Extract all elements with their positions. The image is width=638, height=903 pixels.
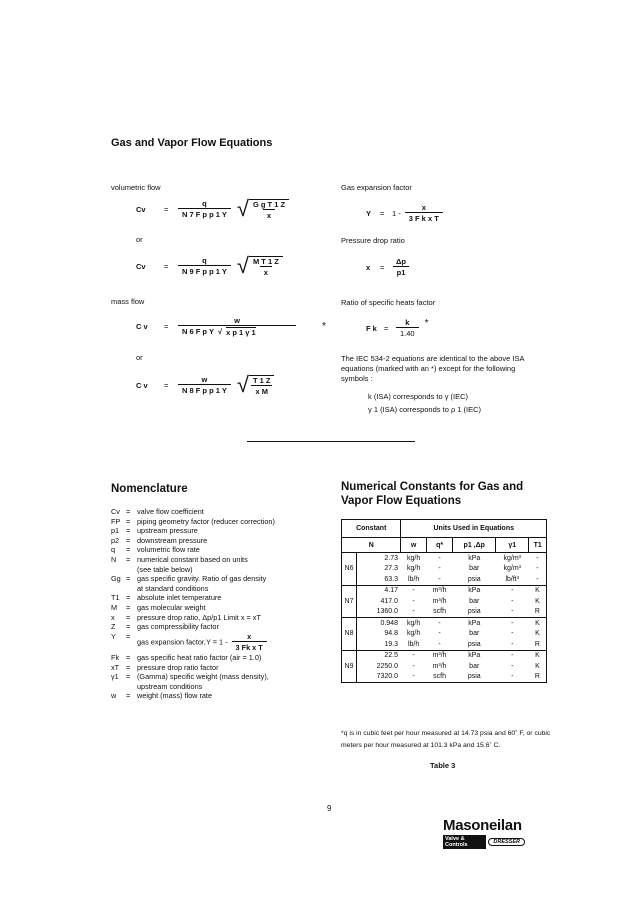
table-cell: - [529, 564, 547, 575]
nomenclature-description-text: volumetric flow rate [137, 545, 200, 555]
nomenclature-symbol: q [111, 545, 116, 555]
column-header: q* [426, 538, 453, 553]
table-cell: - [496, 672, 529, 683]
isa-star-2: * [424, 318, 429, 329]
nomenclature-equals: = [126, 612, 131, 622]
nomenclature-description [137, 613, 331, 623]
eq-cv-mass-n6: C v = w N 6 F p Y √ x p 1 γ 1 * [136, 316, 326, 337]
iec-line-1: k (ISA) corresponds to γ (IEC) [368, 392, 469, 401]
nomenclature-equals: = [126, 672, 131, 682]
eq4-lhs: C v [136, 380, 148, 390]
table-cell: - [511, 597, 514, 605]
nomenclature-description [137, 565, 331, 575]
nomenclature-description [137, 584, 331, 594]
dresser-logo: DRESSER [488, 838, 525, 846]
table-cell: K [529, 650, 547, 661]
nomenclature-symbol: xT [111, 662, 120, 672]
table-cell: 19.3 [357, 639, 401, 650]
nomenclature-symbol: Z [111, 622, 116, 632]
nomenclature-description [137, 593, 331, 603]
eq3-num: w [234, 316, 240, 325]
nomenclature-symbol: N [111, 554, 117, 564]
table-cell: 22.5 [357, 650, 401, 661]
nomenclature-symbol: p2 [111, 535, 120, 545]
column-header: γ1 [496, 538, 529, 553]
nomenclature-description [137, 555, 331, 565]
table-cell: bar [469, 565, 480, 573]
nomenclature-title: Nomenclature [111, 483, 188, 495]
iec-line-2: γ 1 (ISA) corresponds to ρ 1 (IEC) [368, 405, 482, 414]
table-cell: - [496, 607, 529, 618]
table-cell: kg/h [406, 565, 421, 573]
nomenclature-equals [126, 584, 137, 594]
eq-cv-volumetric-n7: Cv = $\frac{q}{\text{N 7 F p p 1 Y}}$ √ $\frac{\text{G g T 1 Z}}{x}$ [136, 198, 289, 220]
x-num: Δp [396, 257, 406, 266]
nomenclature-equals: = [126, 622, 131, 632]
table-cell: bar [469, 597, 480, 605]
table-row [342, 650, 547, 661]
table-cell: 1360.0 [357, 607, 401, 618]
numerical-constants-table [341, 519, 547, 683]
table-cell: - [401, 650, 426, 661]
nomenclature-symbol [111, 584, 126, 594]
table-cell: 2250.0 [357, 661, 401, 672]
nomenclature-symbol: p1 [111, 526, 120, 536]
nomenclature-equals: = [126, 691, 131, 701]
table-cell: kg/h [401, 553, 426, 564]
nomenclature-symbol: Cv [111, 507, 120, 516]
column-header: T1 [529, 538, 547, 553]
table-cell: - [412, 662, 415, 670]
table-cell: psia [453, 574, 496, 585]
table-row [342, 596, 547, 607]
constants-title-line-2: Vapor Flow Equations [341, 495, 462, 507]
table-cell: R [529, 672, 547, 683]
nomenclature-description [137, 517, 331, 527]
fk-num: k [405, 318, 410, 327]
table-cell: kg/h [401, 618, 426, 629]
nomenclature-equals: = [126, 526, 131, 536]
table-cell: K [529, 596, 547, 607]
table-row [342, 564, 547, 575]
y-fraction [232, 632, 267, 653]
table-cell: 7320.0 [357, 672, 401, 683]
nomenclature-description-text: gas compressibility factor [137, 622, 219, 632]
nomenclature-description-text: gas expansion factor,Y = 1 - [137, 637, 228, 647]
nomenclature-equals: = [126, 535, 131, 545]
nomenclature-symbol: w [111, 691, 117, 701]
table-cell: psia [453, 639, 496, 650]
eq1-den: N 7 F p p 1 Y [178, 208, 231, 219]
nomenclature-description [137, 526, 331, 536]
logo-wordmark: Masoneilan [443, 817, 522, 834]
nomenclature-description-text: valve flow coefficient [137, 507, 204, 516]
table-cell: scfh [426, 607, 453, 618]
eq-gas-expansion [366, 203, 443, 223]
nomenclature-equals: = [126, 631, 131, 641]
logo-tagline: Valve & Controls [443, 835, 486, 849]
nomenclature-symbol: Gg [111, 574, 121, 584]
table-cell: K [529, 661, 547, 672]
eq2-rnum: M T 1 Z [252, 256, 279, 266]
nomenclature-symbol [111, 682, 126, 692]
y-den: 3 F k x T [405, 212, 443, 223]
table-row [342, 574, 547, 585]
eq1-num: q [202, 199, 207, 208]
eq-cv-mass-n8: C v = $\frac{w}{\text{N 8 F p p 1 Y}}$ √ $\frac{T 1 Z}{\text{x M}}$ [136, 374, 274, 396]
table-cell: - [496, 639, 529, 650]
table-cell: psia [453, 607, 496, 618]
eq4-rnum: T 1 Z [252, 375, 271, 385]
nomenclature-equals: = [126, 545, 131, 555]
table-cell: psia [453, 672, 496, 683]
table-caption: Table 3 [430, 761, 456, 770]
nomenclature-description [137, 672, 331, 682]
table-cell: kg/m³ [496, 553, 529, 564]
nomenclature-symbol [111, 565, 126, 575]
nomenclature-description [137, 622, 331, 632]
nomenclature-description [137, 603, 331, 613]
nomenclature-symbol: γ1 [111, 672, 119, 682]
eq1-lhs: Cv [136, 204, 146, 214]
nomenclature-equals [126, 565, 137, 575]
nomenclature-description [137, 545, 331, 555]
table-cell: K [529, 629, 547, 640]
table-row [342, 585, 547, 596]
nomenclature-description-text: at standard conditions [137, 583, 209, 593]
nomenclature-description-text: gas specific gravity. Ratio of gas density [137, 574, 267, 584]
pressure-drop-label: Pressure drop ratio [341, 236, 405, 245]
iec-paragraph: The IEC 534-2 equations are identical to the above ISA equations (marked with an *) except for the following symbols : [341, 354, 525, 383]
constant-label: N9 [342, 650, 357, 683]
eq2-num: q [202, 256, 207, 265]
table-cell: lb/h [401, 574, 426, 585]
y-one: 1 - [392, 208, 401, 218]
table-cell: 27.3 [357, 564, 401, 575]
nomenclature-equals: = [126, 652, 131, 662]
fk-lhs: F k [366, 323, 377, 333]
nomenclature-symbol: FP [111, 516, 121, 526]
nomenclature-description-text: numerical constant based on units [137, 554, 248, 564]
or-label-1: or [136, 235, 143, 244]
table-cell: - [496, 585, 529, 596]
nomenclature-description [137, 682, 331, 692]
eq4-num: w [201, 375, 208, 384]
nomenclature-symbol: M [111, 602, 118, 612]
table-row [342, 553, 547, 564]
nomenclature-description-text: pressure drop ratio, Δp/p1 Limit x = xT [137, 612, 261, 622]
constant-label: N7 [342, 585, 357, 618]
nomenclature-description-text: downstream pressure [137, 535, 208, 545]
nomenclature-description [137, 632, 331, 653]
table-cell: - [401, 585, 426, 596]
y-fraction-den: 3 Fk x T [232, 641, 267, 653]
nomenclature-description-text: gas molecular weight [137, 602, 206, 612]
table-row [342, 618, 547, 629]
nomenclature-equals: = [126, 662, 131, 672]
header-units: Units Used in Equations [401, 520, 547, 538]
y-eq: = [380, 208, 385, 218]
page-number: 9 [327, 804, 332, 813]
column-header: p1 ,Δp [453, 538, 496, 553]
table-cell: - [511, 662, 514, 670]
table-cell: lb/ft³ [496, 574, 529, 585]
y-num: x [421, 203, 426, 212]
table-cell: - [438, 565, 441, 573]
table-cell: 63.3 [357, 574, 401, 585]
volumetric-flow-label: volumetric flow [111, 183, 161, 192]
table-cell: - [511, 630, 514, 638]
table-cell: - [426, 639, 453, 650]
nomenclature-description [137, 663, 331, 673]
constant-label: N8 [342, 618, 357, 651]
table-cell: 94.8 [357, 629, 401, 640]
table-cell: 2.73 [357, 553, 401, 564]
nomenclature-description [137, 536, 331, 546]
specific-heats-label: Ratio of specific heats factor [341, 298, 436, 307]
page-title: Gas and Vapor Flow Equations [111, 137, 273, 149]
table-cell: 0.948 [357, 618, 401, 629]
eq1-rden: x [263, 209, 275, 220]
eq4-den: N 8 F p p 1 Y [178, 384, 231, 395]
table-cell: m³/h [432, 662, 447, 670]
table-cell: kPa [453, 585, 496, 596]
nomenclature-equals: = [126, 554, 131, 564]
column-header: N [342, 538, 401, 553]
table-footnote: *q is in cubic feet per hour measured at 14.73 psia and 60˚ F, or cubic meters per hour measured at 101.3 kPa and 15.6˚ C. [341, 730, 551, 749]
table-cell: m³/h [426, 650, 453, 661]
table-cell: - [529, 574, 547, 585]
header-constant: Constant [342, 520, 401, 538]
table-row [342, 661, 547, 672]
nomenclature-equals [126, 682, 137, 692]
table-cell: - [438, 630, 441, 638]
column-header: w [401, 538, 426, 553]
or-label-2: or [136, 353, 143, 362]
table-cell: - [401, 607, 426, 618]
table-cell: - [412, 597, 415, 605]
table-cell: m³/h [432, 597, 447, 605]
eq1-rnum: G g T 1 Z [252, 199, 286, 209]
table-cell: kg/h [406, 630, 421, 638]
masoneilan-logo [443, 818, 525, 852]
nomenclature-symbol: T1 [111, 593, 120, 603]
table-row [342, 639, 547, 650]
table-cell: 417.0 [357, 596, 401, 607]
nomenclature-description-text: pressure drop ratio factor [137, 662, 219, 672]
table-row [342, 672, 547, 683]
constant-label: N6 [342, 553, 357, 586]
eq-specific-heats: F k = $\frac{k}{1.40}$ * [366, 318, 429, 338]
eq2-rden: x [260, 266, 272, 277]
eq3-root: x p 1 γ 1 [226, 328, 256, 337]
table-cell: - [496, 650, 529, 661]
table-cell: - [426, 553, 453, 564]
eq-pressure-drop: x = $\frac{\Delta p}{p1}$ [366, 257, 410, 277]
table-cell: R [529, 639, 547, 650]
gas-expansion-label: Gas expansion factor [341, 183, 412, 192]
nomenclature-description-text: gas specific heat ratio factor (air = 1.0) [137, 652, 262, 662]
eq4-rden: x M [251, 385, 272, 396]
table-cell: bar [469, 630, 480, 638]
eq3-lhs: C v [136, 322, 148, 331]
nomenclature-list [111, 507, 331, 701]
table-cell: - [529, 553, 547, 564]
nomenclature-equals: = [126, 574, 131, 584]
x-lhs: x [366, 262, 371, 272]
table-cell: m³/h [426, 585, 453, 596]
table-cell: - [496, 618, 529, 629]
nomenclature-symbol: x [111, 612, 115, 622]
table-cell: K [529, 585, 547, 596]
nomenclature-equals: = [126, 516, 131, 526]
nomenclature-equals: = [126, 602, 131, 612]
table-cell: K [529, 618, 547, 629]
table-cell: bar [469, 662, 480, 670]
y-fraction-num: x [247, 631, 252, 641]
table-cell: kPa [453, 650, 496, 661]
table-cell: R [529, 607, 547, 618]
eq2-den: N 9 F p p 1 Y [178, 265, 231, 276]
nomenclature-description-text: (see table below) [137, 564, 193, 574]
y-lhs: Y [366, 208, 372, 218]
table-cell: - [401, 672, 426, 683]
nomenclature-description-text: absolute inlet temperature [137, 593, 222, 603]
nomenclature-description-text: upstream pressure [137, 526, 198, 536]
eq2-lhs: Cv [136, 261, 146, 271]
table-cell: scfh [426, 672, 453, 683]
nomenclature-description-text: weight (mass) flow rate [137, 691, 213, 701]
table-row [342, 629, 547, 640]
isa-star-1: * [322, 321, 326, 332]
section-divider [247, 441, 415, 442]
mass-flow-label: mass flow [111, 297, 145, 306]
nomenclature-equals: = [126, 507, 131, 516]
eq-cv-volumetric-n9: Cv = $\frac{q}{\text{N 9 F p p 1 Y}}$ √ $\frac{\text{M T 1 Z}}{x}$ [136, 255, 283, 277]
eq3-den: N 6 F p Y [182, 327, 214, 336]
table-cell: lb/h [401, 639, 426, 650]
nomenclature-description-text: piping geometry factor (reducer correction) [137, 516, 275, 526]
nomenclature-description-text: upstream conditions [137, 681, 203, 691]
table-row [342, 607, 547, 618]
table-cell: kPa [453, 618, 496, 629]
table-cell: kPa [453, 553, 496, 564]
nomenclature-description [137, 653, 331, 663]
nomenclature-description-text: (Gamma) specific weight (mass density), [137, 672, 269, 682]
nomenclature-description [137, 574, 331, 584]
table-cell: 4.17 [357, 585, 401, 596]
nomenclature-equals: = [126, 593, 131, 603]
table-cell: - [426, 574, 453, 585]
table-cell: kg/m³ [503, 565, 521, 573]
table-cell: - [426, 618, 453, 629]
fk-den: 1.40 [396, 327, 419, 338]
nomenclature-symbol: Y [111, 631, 116, 641]
nomenclature-description [137, 691, 331, 701]
constants-title-line-1: Numerical Constants for Gas and [341, 481, 524, 493]
nomenclature-description [137, 507, 331, 517]
x-den: p1 [393, 266, 410, 277]
nomenclature-symbol: Fk [111, 652, 120, 662]
